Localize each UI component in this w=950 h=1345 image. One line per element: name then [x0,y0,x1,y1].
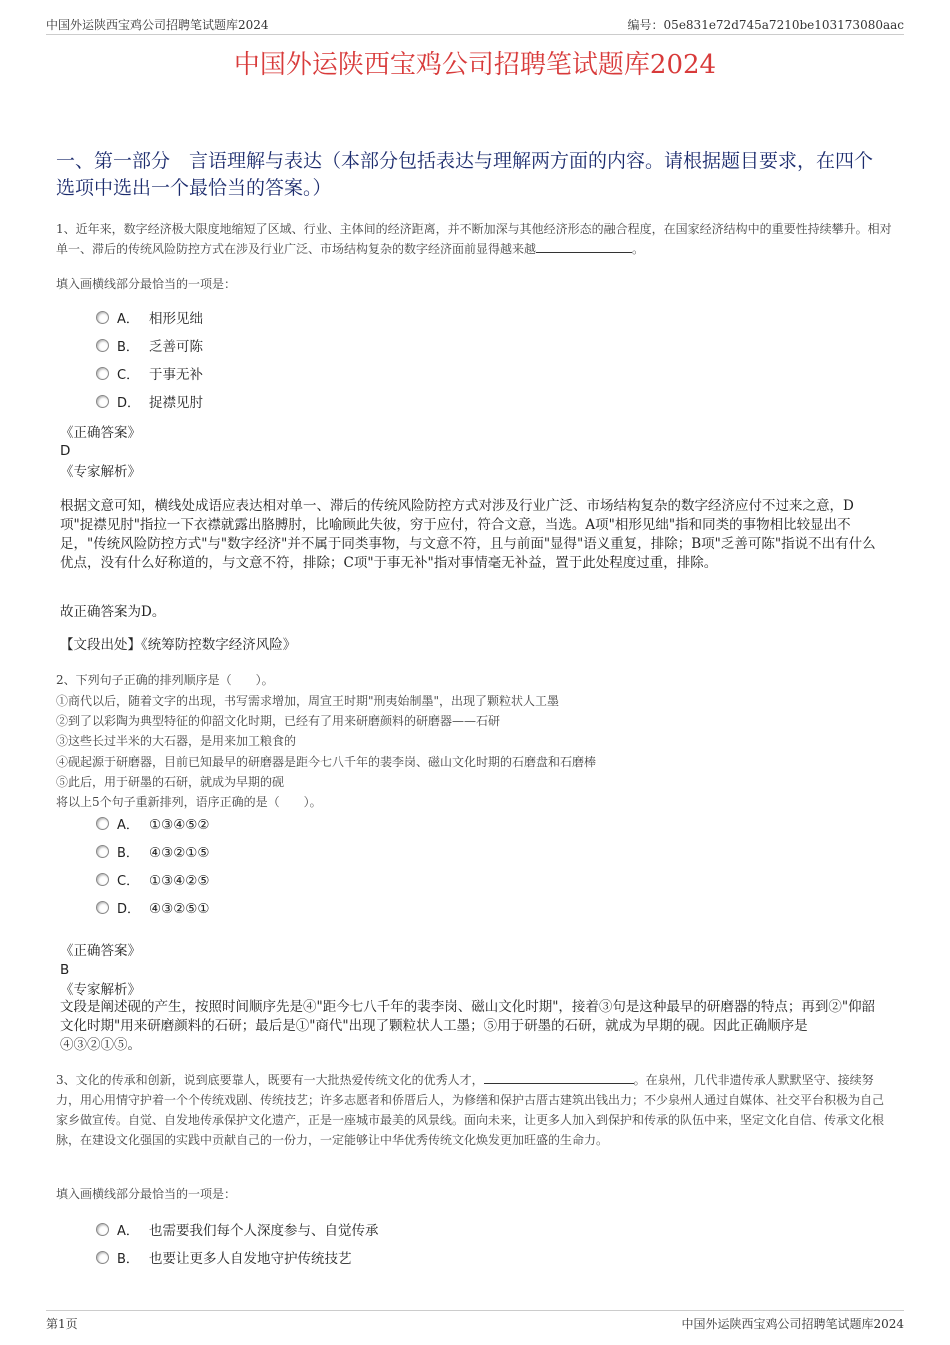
q1-option-a[interactable]: A． 相形见绌 [96,309,203,329]
q3-stem-rest: 。在泉州，几代非遗传承人默默坚守、接续努力，用心用情守护着一个个传统戏剧、传统技艺；许多志愿者和侨厝后人，为修缮和保护古厝古建筑出钱出力；不少泉州人通过自媒体、社交平台积极为自己家乡做宣传。自觉、自发地传承保护文化遗产，正是一座城市最美的风景线。面向未来，让更多人加入到保护和传承的队伍中来，坚定文化自信、传承文化根脉，在建设文化强国的实践中贡献自己的一份力，一定能够让中华优秀传统文化焕发更加旺盛的生命力。 [56,1073,885,1147]
radio-icon[interactable] [96,311,109,324]
q1-stem-end: 。 [632,242,645,256]
q2-line: ⑤此后，用于研墨的石研，就成为早期的砚 [56,775,285,789]
q2-line: 将以上5个句子重新排列，语序正确的是（ ）。 [56,795,322,809]
radio-icon[interactable] [96,901,109,914]
q2-line: 2、下列句子正确的排列顺序是（ ）。 [56,673,274,687]
radio-icon[interactable] [96,1223,109,1236]
radio-icon[interactable] [96,873,109,886]
q1-stem [56,219,894,259]
radio-icon[interactable] [96,367,109,380]
q3-option-a[interactable]: A． 也需要我们每个人深度参与、自觉传承 [96,1221,379,1241]
q2-answer: B [60,962,70,978]
footer-doc-title: 中国外运陕西宝鸡公司招聘笔试题库2024 [681,1317,904,1331]
q1-stem-text: 1、近年来，数字经济极大限度地缩短了区域、行业、主体间的经济距离，并不断加深与其他经济形态的融合程度，在国家经济结构中的重要性持续攀升。相对单一、滞后的传统风险防控方式在涉及行业广泛、市场结构复杂的数字经济面前显得越来越 [56,222,892,256]
q3-stem-text: 3、文化的传承和创新，说到底要靠人，既要有一大批热爱传统文化的优秀人才， [56,1073,484,1087]
q2-option-c[interactable]: C． ①③④②⑤ [96,871,210,891]
page-title: 中国外运陕西宝鸡公司招聘笔试题库2024 [233,50,717,80]
q1-option-b[interactable]: B． 乏善可陈 [96,337,203,357]
q2-line: ②到了以彩陶为典型特征的仰韶文化时期，已经有了用来研磨颜料的研磨器——石研 [56,714,501,728]
q1-prompt: 填入画横线部分最恰当的一项是： [56,277,237,291]
q2-option-b[interactable]: B． ④③②①⑤ [96,843,210,863]
q1-analysis-label: 《专家解析》 [60,464,141,480]
q2-answer-label: 《正确答案》 [60,943,141,959]
q1-option-c[interactable]: C． 于事无补 [96,365,203,385]
q2-line: ③这些长过半米的大石器，是用来加工粮食的 [56,734,297,748]
q1-option-d[interactable]: D． 捉襟见肘 [96,393,203,413]
q2-analysis-label: 《专家解析》 [60,982,141,998]
radio-icon[interactable] [96,845,109,858]
q1-blank [536,240,632,253]
q2-option-d[interactable]: D． ④③②⑤① [96,899,210,919]
q1-answer: D [60,443,71,459]
page-number: 第1页 [46,1317,78,1331]
section-heading: 一、第一部分 言语理解与表达（本部分包括表达与理解两方面的内容。请根据题目要求，在四个选项中选出一个最恰当的答案。） [56,150,874,199]
header-doc-title: 中国外运陕西宝鸡公司招聘笔试题库2024 [46,18,269,32]
page-footer [46,1310,904,1333]
radio-icon[interactable] [96,395,109,408]
radio-icon[interactable] [96,817,109,830]
q2-analysis: 文段是阐述砚的产生，按照时间顺序先是④"距今七八千年的裴李岗、磁山文化时期"，接着③句是这种最早的研磨器的特点；再到②"仰韶文化时期"用来研磨颜料的石研；最后是①"商代"出现了颗粒状人工墨；⑤用于研墨的石研，就成为早期的砚。因此正确顺序是④③②①⑤。 [60,999,876,1053]
page-header [46,14,904,35]
q1-analysis: 根据文意可知，横线处成语应表达相对单一、滞后的传统风险防控方式对涉及行业广泛、市场结构复杂的数字经济应付不过来之意，D项"捉襟见肘"指拉一下衣襟就露出胳膊肘，比喻顾此失彼，穷于应付，符合文意，当选。A项"相形见绌"指和同类的事物相比较显出不足，"传统风险防控方式"与"数字经济"并不属于同类事物，与文意不符，且与前面"显得"语义重复，排除；B项"乏善可陈"指说不出有什么优点，没有什么好称道的，与文意不符，排除；C项"于事无补"指对事情毫无补益，置于此处程度过重，排除。 [60,498,876,571]
radio-icon[interactable] [96,339,109,352]
header-doc-id: 编号：05e831e72d745a7210be103173080aac [627,18,904,32]
radio-icon[interactable] [96,1251,109,1264]
q3-blank [484,1071,634,1084]
q3-stem [56,1070,894,1150]
q1-source: 【文段出处】《统筹防控数字经济风险》 [60,637,297,653]
q3-prompt: 填入画横线部分最恰当的一项是： [56,1187,237,1201]
q1-answer-label: 《正确答案》 [60,425,141,441]
q2-line: ①商代以后，随着文字的出现，书写需求增加，周宣王时期"刑夷始制墨"，出现了颗粒状人工墨 [56,694,560,708]
q2-option-a[interactable]: A． ①③④⑤② [96,815,210,835]
q1-conclusion: 故正确答案为D。 [60,604,166,620]
q3-option-b[interactable]: B． 也要让更多人自发地守护传统技艺 [96,1249,352,1269]
q2-line: ④砚起源于研磨器，目前已知最早的研磨器是距今七八千年的裴李岗、磁山文化时期的石磨盘和石磨棒 [56,755,597,769]
